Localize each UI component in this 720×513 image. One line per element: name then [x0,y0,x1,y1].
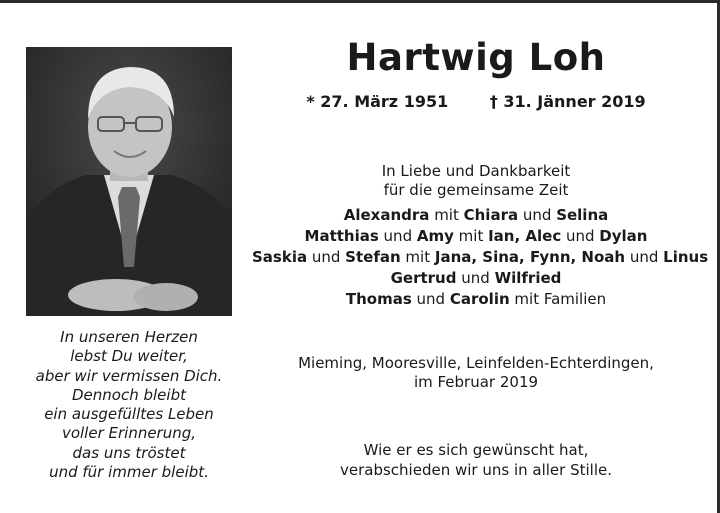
poem-line: Dennoch bleibt [72,385,186,404]
family-member-name: Wilfried [494,269,562,287]
family-member-name: Stefan [345,248,401,266]
poem-line: aber wir vermissen Dich. [35,366,223,385]
family-connector: und [307,248,346,266]
place-line: Mieming, Mooresville, Leinfelden-Echterdingen, [298,354,654,372]
family-member-name: Amy [416,227,454,245]
family-member-name: Thomas [345,290,412,308]
family-connector: und [411,290,450,308]
family-connector: und [625,248,664,266]
closing-text [252,441,700,480]
frame-top-border [0,0,720,3]
family-connector: und [561,227,600,245]
family-connector: mit Familien [509,290,607,308]
birth-date: * 27. März 1951 [306,92,449,111]
poem-line: ein ausgefülltes Leben [44,405,214,424]
place-and-date [252,354,700,392]
family-line [252,205,700,226]
intro-line: für die gemeinsame Zeit [383,181,569,199]
family-member-name: Matthias [304,227,379,245]
family-member-name: Linus [663,248,709,266]
poem-line: das uns tröstet [72,443,186,462]
family-connector: und [518,206,557,224]
poem-line: lebst Du weiter, [70,347,188,366]
poem-line: voller Erinnerung, [61,424,197,443]
closing-line: verabschieden wir uns in aller Stille. [340,460,612,479]
family-member-name: Saskia [252,248,308,266]
date-line: im Februar 2019 [413,373,539,391]
portrait-photo [26,47,232,316]
family-connector: mit [429,206,464,224]
poem-line: und für immer bleibt. [49,463,209,482]
family-member-name: Selina [556,206,609,224]
family-member-name: Carolin [449,290,510,308]
deceased-name: Hartwig Loh [346,36,606,79]
family-member-name: Alexandra [343,206,430,224]
family-member-name: Gertrud [390,269,457,287]
family-line [252,268,700,289]
family-connector: und [456,269,495,287]
life-dates [252,92,700,111]
death-date: † 31. Jänner 2019 [489,92,646,111]
intro-line: In Liebe und Dankbarkeit [381,162,571,180]
family-line [252,289,700,310]
family-connector: mit [453,227,489,245]
family-connector: mit [400,248,435,266]
intro-text [252,162,700,200]
memorial-poem [26,328,232,482]
family-member-name: Dylan [599,227,648,245]
closing-line: Wie er es sich gewünscht hat, [363,441,589,459]
family-list [252,205,709,310]
family-member-name: Ian, Alec [488,227,562,245]
family-line [252,247,709,268]
family-member-name: Chiara [463,206,519,224]
family-connector: und [378,227,417,245]
poem-line: In unseren Herzen [60,328,198,346]
family-line [252,226,700,247]
family-member-name: Jana, Sina, Fynn, Noah [434,248,626,266]
